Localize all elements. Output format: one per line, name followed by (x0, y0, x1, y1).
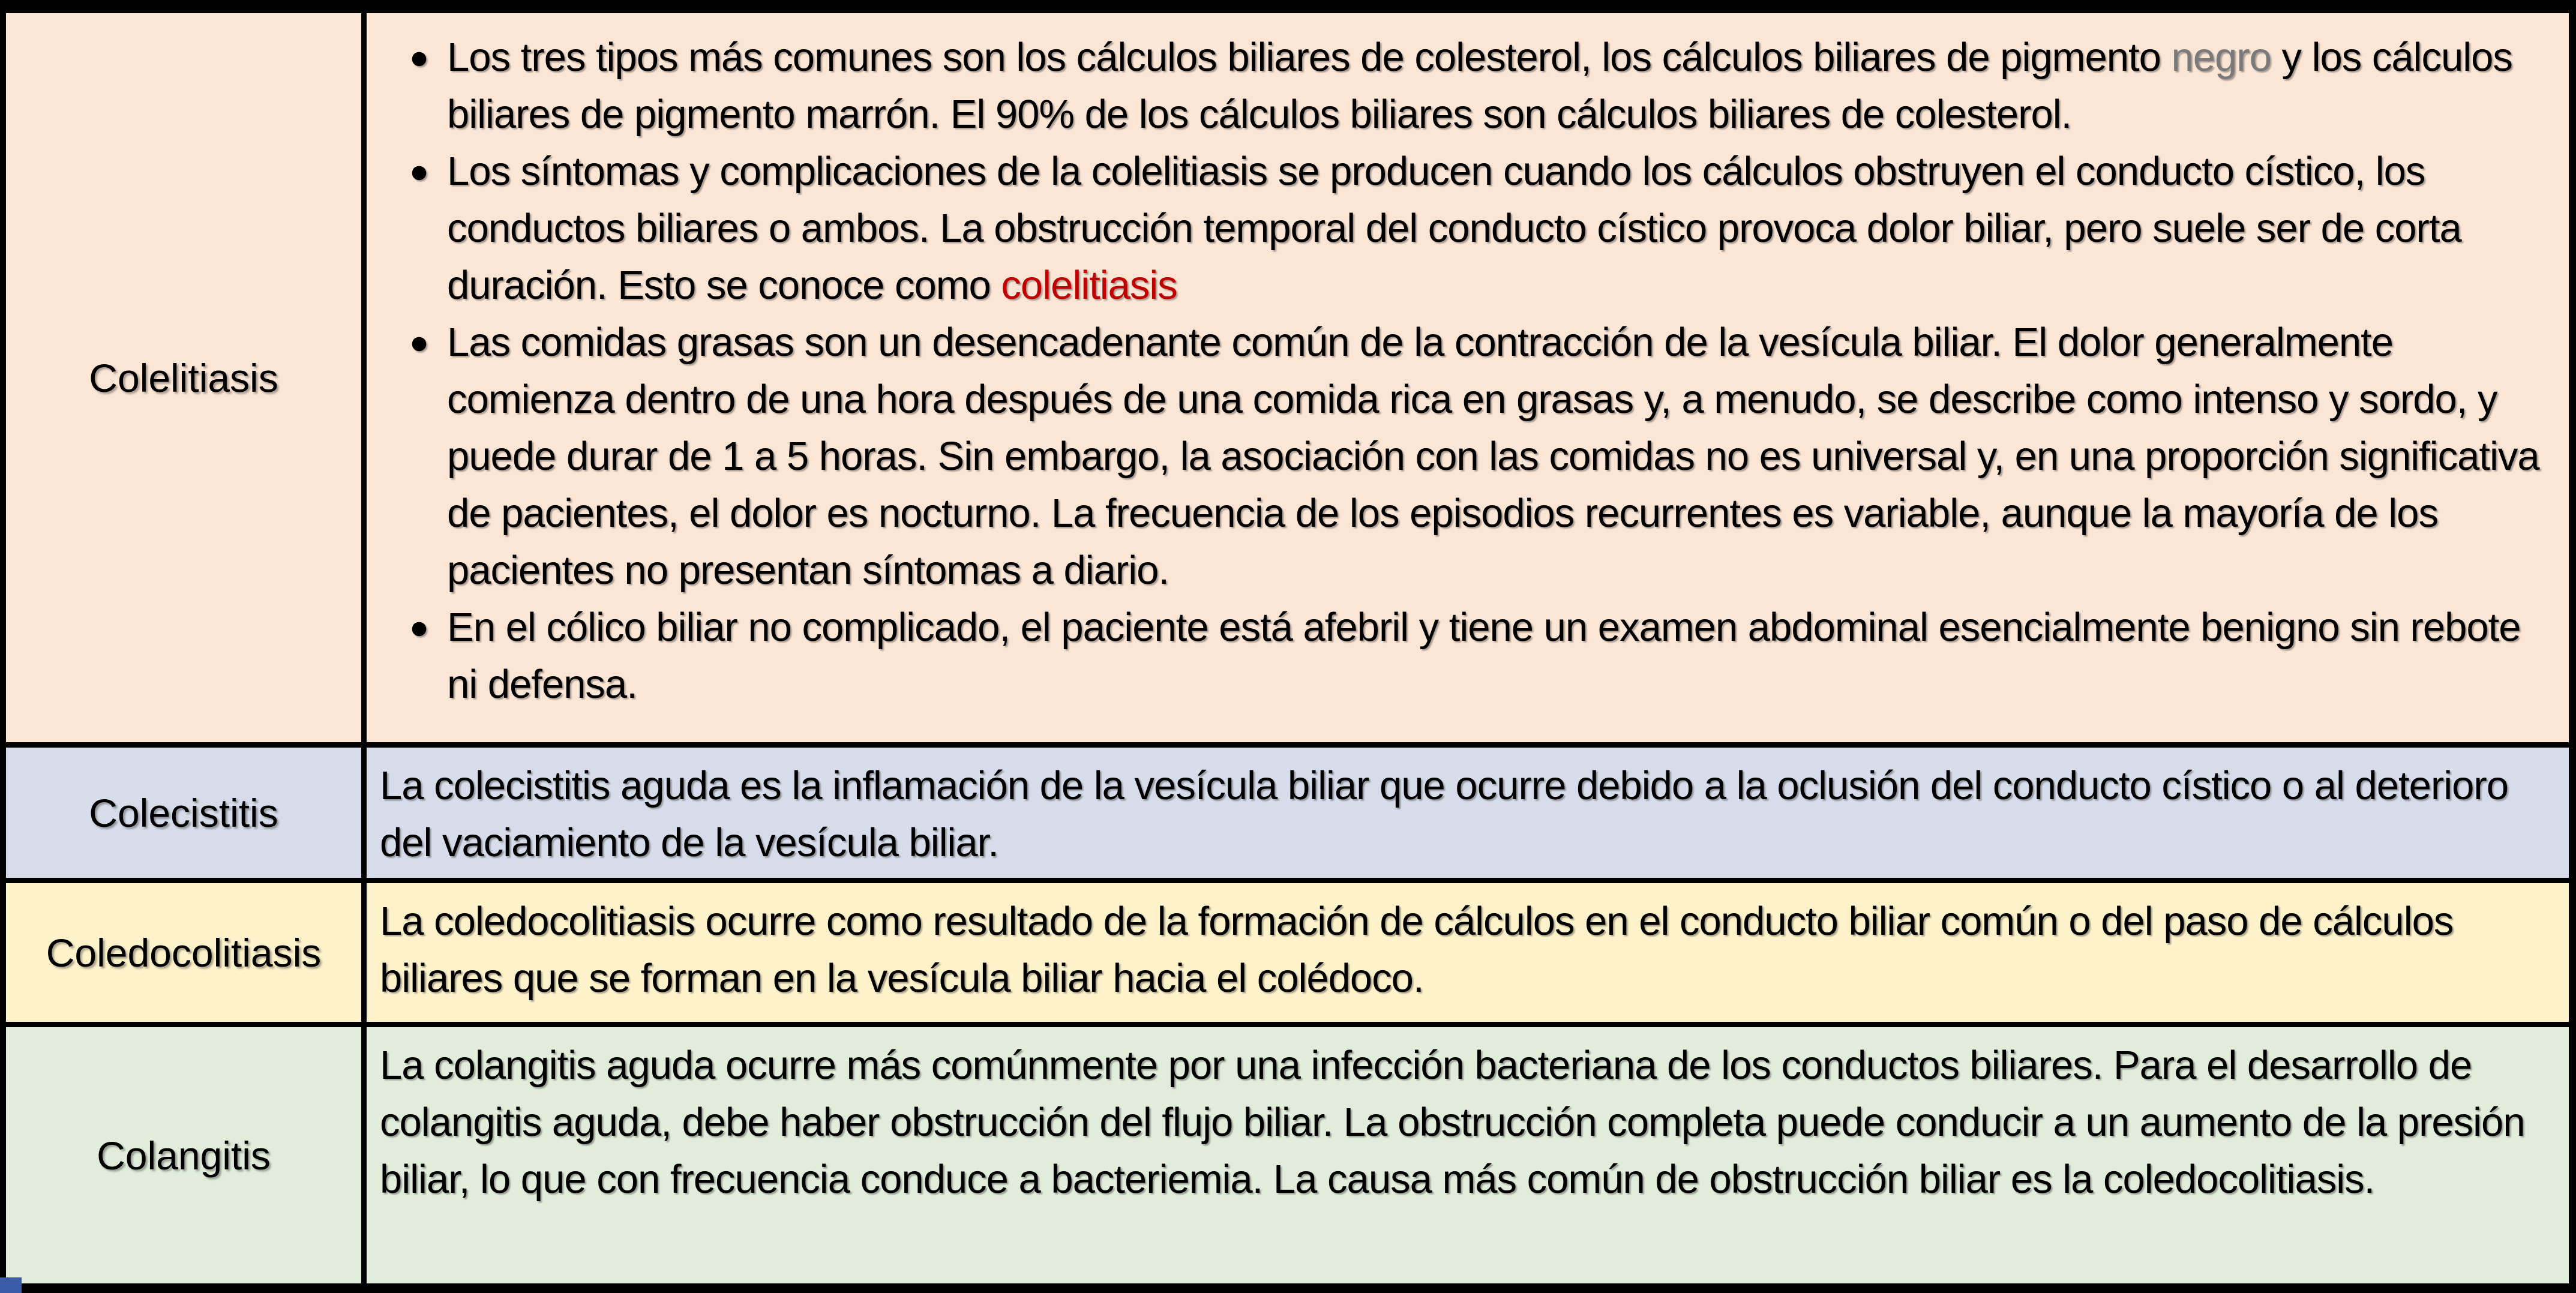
text-segment: La colecistitis aguda es la inflamación de la vesícula biliar que ocurre debido a la oclusión del conducto cístico o al deterioro del vaciamiento de la vesícula biliar. (380, 763, 2508, 865)
bullet-text (447, 143, 2551, 314)
bullet-icon: ● (409, 152, 429, 190)
bullet-item (380, 599, 2551, 713)
term-cell-colecistitis: Colecistitis (6, 742, 361, 878)
bullet-text (447, 314, 2551, 599)
text-segment: La colangitis aguda ocurre más comúnmente por una infección bacteriana de los conductos biliares. Para el desarrollo de colangitis aguda, debe haber obstrucción del flujo biliar. La obstrucción completa puede conducir a un aumento de la presión biliar, lo que con frecuencia conduce a bacteriemia. La causa más común de obstrucción biliar es la coledocolitiasis. (380, 1043, 2525, 1202)
term-cell-coledocolitiasis: Coledocolitiasis (6, 878, 361, 1022)
highlighted-term: colelitiasis (1001, 263, 1177, 308)
text-segment: Las comidas grasas son un desencadenante común de la contracción de la vesícula biliar. El dolor generalmente comienza dentro de una hora después de una comida rica en grasas y, a menudo, se describe como intenso y sordo, y puede durar de 1 a 5 horas. Sin embargo, la asociación con las comidas no es universal y, en una proporción significativa de pacientes, el dolor es nocturno. La frecuencia de los episodios recurrentes es variable, aunque la mayoría de los pacientes no presentan síntomas a diario. (447, 320, 2539, 593)
text-segment: Los síntomas y complicaciones de la colelitiasis se producen cuando los cálculos obstruyen el conducto cístico, los conductos biliares o ambos. La obstrucción temporal del conducto cístico provoca dolor biliar, pero suele ser de corta duración. Esto se conoce como (447, 149, 2461, 308)
bullet-icon: ● (409, 38, 429, 76)
slide-decoration-fragment (0, 1277, 22, 1293)
bullet-text (447, 599, 2551, 713)
bullet-text (447, 29, 2551, 143)
definition-paragraph (380, 1037, 2551, 1208)
bullet-icon: ● (409, 323, 429, 361)
definition-cell-colelitiasis (361, 13, 2569, 742)
term-cell-colangitis: Colangitis (6, 1022, 361, 1283)
text-segment: Los tres tipos más comunes son los cálculos biliares de colesterol, los cálculos biliares de pigmento (447, 35, 2172, 80)
text-segment: La coledocolitiasis ocurre como resultado de la formación de cálculos en el conducto biliar común o del paso de cálculos biliares que se forman en la vesícula biliar hacia el colédoco. (380, 899, 2454, 1001)
definition-paragraph (380, 757, 2551, 871)
definition-cell-coledocolitiasis (361, 878, 2569, 1022)
bullet-icon: ● (409, 608, 429, 646)
definition-cell-colangitis (361, 1022, 2569, 1283)
text-segment: y los cálculos biliares de pigmento marrón. El 90% de los cálculos biliares son cálculos biliares de colesterol. (447, 35, 2512, 137)
bullet-item (380, 143, 2551, 314)
text-segment: En el cólico biliar no complicado, el paciente está afebril y tiene un examen abdominal esencialmente benigno sin rebote ni defensa. (447, 605, 2521, 707)
muted-word: negro (2171, 35, 2271, 80)
definition-paragraph (380, 893, 2551, 1007)
term-cell-colelitiasis: Colelitiasis (6, 13, 361, 742)
bullet-item (380, 314, 2551, 599)
definition-cell-colecistitis (361, 742, 2569, 878)
bullet-item (380, 29, 2551, 143)
